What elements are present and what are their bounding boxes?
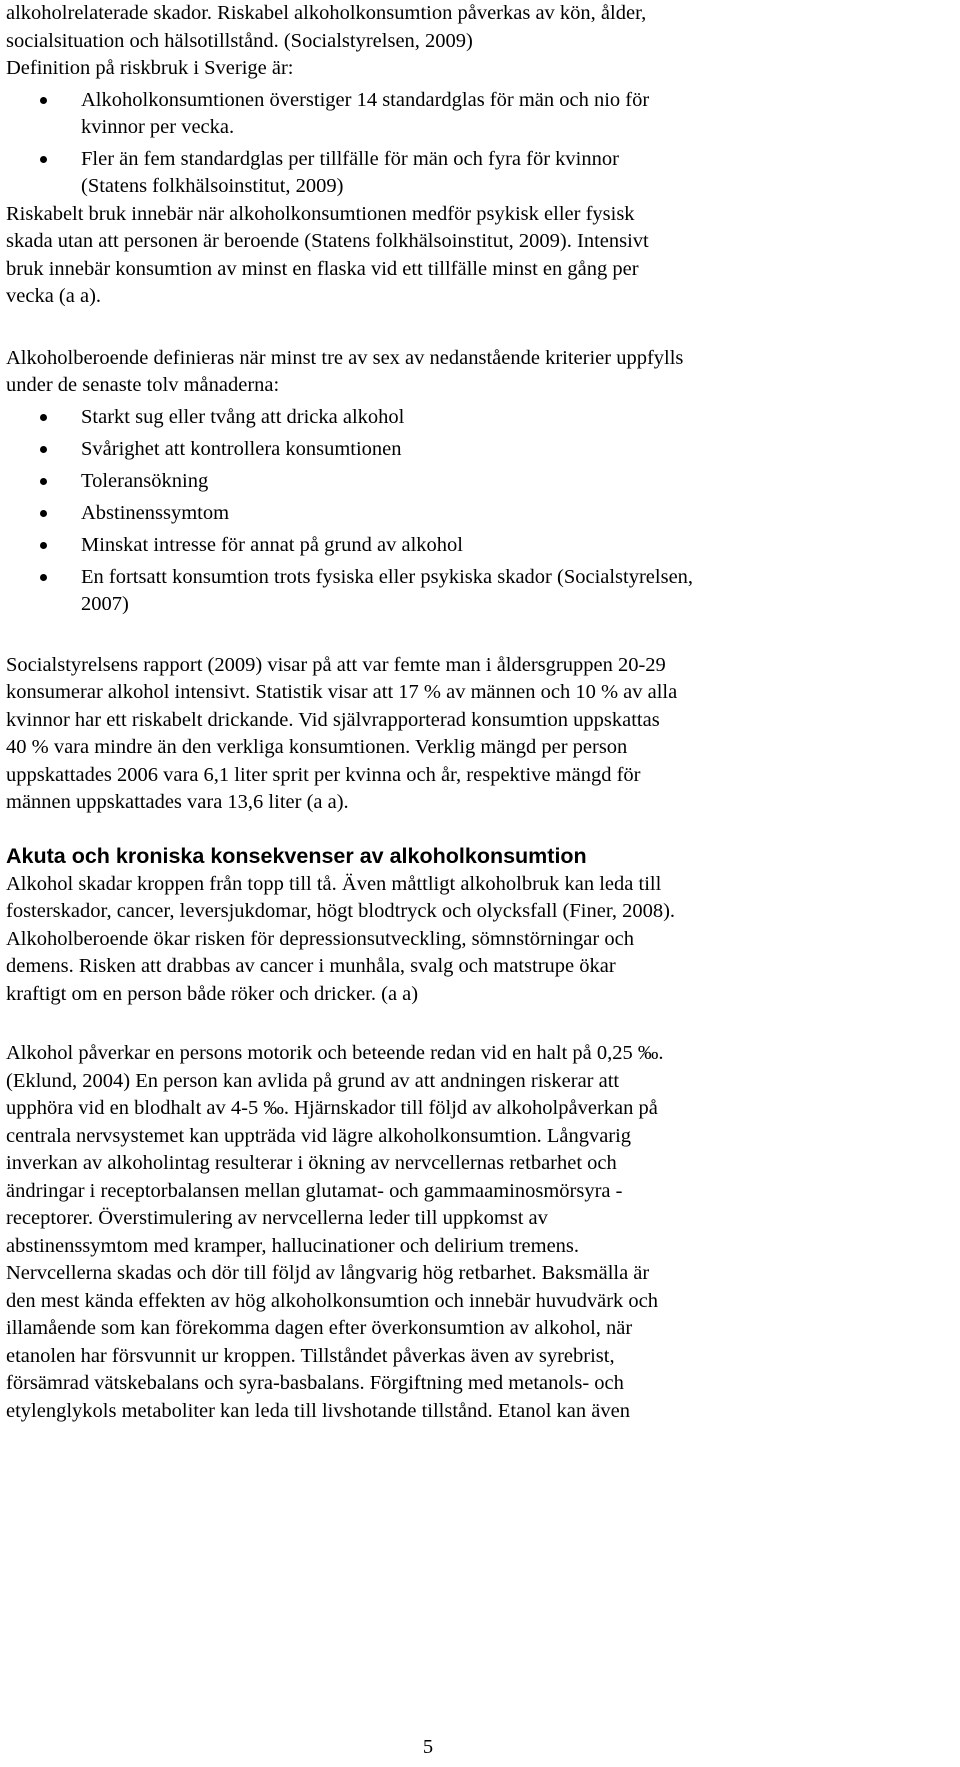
text-line: receptorer. Överstimulering av nervcellerna leder till uppkomst av (6, 1207, 548, 1229)
list-item (6, 146, 906, 201)
list-item-text: Abstinenssymtom (81, 501, 230, 524)
text-line: Alkohol skadar kroppen från topp till tå. Även måttligt alkoholbruk kan leda till (6, 872, 662, 895)
section-heading: Akuta och kroniska konsekvenser av alkoholkonsumtion (6, 843, 587, 868)
bullet-icon (40, 542, 47, 549)
text-line: etylenglykols metaboliter kan leda till livshotande tillstånd. Etanol kan även (6, 1399, 630, 1422)
bullet-icon (40, 510, 47, 517)
text-line: Nervcellerna skadas och dör till följd av långvarig hög retbarhet. Baksmälla är (6, 1262, 650, 1284)
list-item-text: Fler än fem standardglas per tillfälle för män och fyra för kvinnor (81, 147, 619, 170)
text-line: Alkoholberoende definieras när minst tre av sex av nedanstående kriterier uppfylls (6, 346, 684, 369)
text-line: etanolen har försvunnit ur kroppen. Tillståndet påverkas även av syrebrist, (6, 1344, 615, 1367)
text-line: under de senaste tolv månaderna: (6, 374, 280, 396)
text-line: (Eklund, 2004) En person kan avlida på grund av att andningen riskerar att (6, 1069, 620, 1092)
text-line: bruk innebär konsumtion av minst en flaska vid ett tillfälle minst en gång per (6, 257, 639, 280)
text-line: socialsituation och hälsotillstånd. (Socialstyrelsen, 2009) (6, 29, 473, 52)
list-item-text: Toleransökning (81, 469, 209, 492)
list-item-continuation: kvinnor per vecka. (81, 116, 235, 138)
bullet-icon (40, 414, 47, 421)
bullet-icon (40, 97, 47, 104)
list-item (6, 532, 906, 560)
criteria-bullet-list (6, 404, 906, 619)
risk-bullet-list (6, 87, 906, 201)
text-line: försämrad vätskebalans och syra-basbalans. Förgiftning med metanols- och (6, 1372, 624, 1394)
list-item (6, 468, 906, 496)
text-line: abstinenssymtom med kramper, hallucinationer och delirium tremens. (6, 1234, 580, 1257)
list-item-text: En fortsatt konsumtion trots fysiska eller psykiska skador (Socialstyrelsen, (81, 565, 694, 588)
text-line: männen uppskattades vara 13,6 liter (a a). (6, 791, 349, 813)
text-line: ändringar i receptorbalansen mellan glutamat- och gammaaminosmörsyra - (6, 1179, 623, 1202)
motorik-paragraph (6, 1040, 906, 1425)
list-item (6, 564, 906, 592)
list-item (6, 500, 906, 528)
text-line: Riskabelt bruk innebär när alkoholkonsumtionen medför psykisk eller fysisk (6, 202, 635, 225)
text-line: Socialstyrelsens rapport (2009) visar på att var femte man i åldersgruppen 20-29 (6, 653, 666, 676)
text-line: upphöra vid en blodhalt av 4-5 ‰. Hjärnskador till följd av alkoholpåverkan på (6, 1097, 658, 1119)
text-line: Alkoholberoende ökar risken för depressionsutveckling, sömnstörningar och (6, 927, 634, 950)
beroende-paragraph (6, 345, 906, 400)
text-line: centrala nervsystemet kan uppträda vid lägre alkoholkonsumtion. Långvarig (6, 1124, 632, 1147)
bullet-icon (40, 478, 47, 485)
list-item (6, 436, 906, 464)
text-line: kvinnor har ett riskabelt drickande. Vid självrapporterad konsumtion uppskattas (6, 708, 660, 731)
list-item-text: Svårighet att kontrollera konsumtionen (81, 437, 402, 460)
intro-paragraph (6, 0, 906, 83)
list-item (6, 87, 906, 142)
list-item-text: Alkoholkonsumtionen överstiger 14 standardglas för män och nio för (81, 88, 650, 111)
text-line: den mest kända effekten av hög alkoholkonsumtion och innebär huvudvärk och (6, 1289, 659, 1312)
text-line: alkoholrelaterade skador. Riskabel alkoholkonsumtion påverkas av kön, ålder, (6, 2, 647, 24)
text-line: illamående som kan förekomma dagen efter överkonsumtion av alkohol, när (6, 1317, 633, 1339)
page-number: 5 (422, 1736, 434, 1758)
skadar-paragraph (6, 871, 906, 1009)
bullet-icon (40, 446, 47, 453)
text-line: kraftigt om en person både röker och dricker. (a a) (6, 982, 419, 1005)
text-line: demens. Risken att drabbas av cancer i munhåla, svalg och matstrupe ökar (6, 955, 616, 977)
text-line: vecka (a a). (6, 285, 102, 307)
text-line: skada utan att personen är beroende (Statens folkhälsoinstitut, 2009). Intensivt (6, 230, 649, 252)
text-line: konsumerar alkohol intensivt. Statistik visar att 17 % av männen och 10 % av alla (6, 681, 678, 703)
text-line: 40 % vara mindre än den verkliga konsumtionen. Verklig mängd per person (6, 736, 628, 758)
list-item-continuation: 2007) (81, 593, 129, 615)
list-item-text: Minskat intresse för annat på grund av alkohol (81, 533, 464, 556)
document-page (6, 0, 906, 1425)
text-line: Definition på riskbruk i Sverige är: (6, 57, 294, 79)
riskabelt-paragraph (6, 201, 906, 311)
bullet-icon (40, 156, 47, 163)
text-line: Alkohol påverkar en persons motorik och beteende redan vid en halt på 0,25 ‰. (6, 1042, 664, 1064)
list-item-continuation: (Statens folkhälsoinstitut, 2009) (81, 175, 344, 197)
list-item (6, 404, 906, 432)
text-line: uppskattades 2006 vara 6,1 liter sprit per kvinna och år, respektive mängd för (6, 763, 641, 786)
text-line: fosterskador, cancer, leversjukdomar, högt blodtryck och olycksfall (Finer, 2008). (6, 900, 676, 922)
text-line: inverkan av alkoholintag resulterar i ökning av nervcellernas retbarhet och (6, 1152, 617, 1174)
rapport-paragraph (6, 652, 906, 817)
list-item-text: Starkt sug eller tvång att dricka alkohol (81, 405, 405, 428)
bullet-icon (40, 574, 47, 581)
